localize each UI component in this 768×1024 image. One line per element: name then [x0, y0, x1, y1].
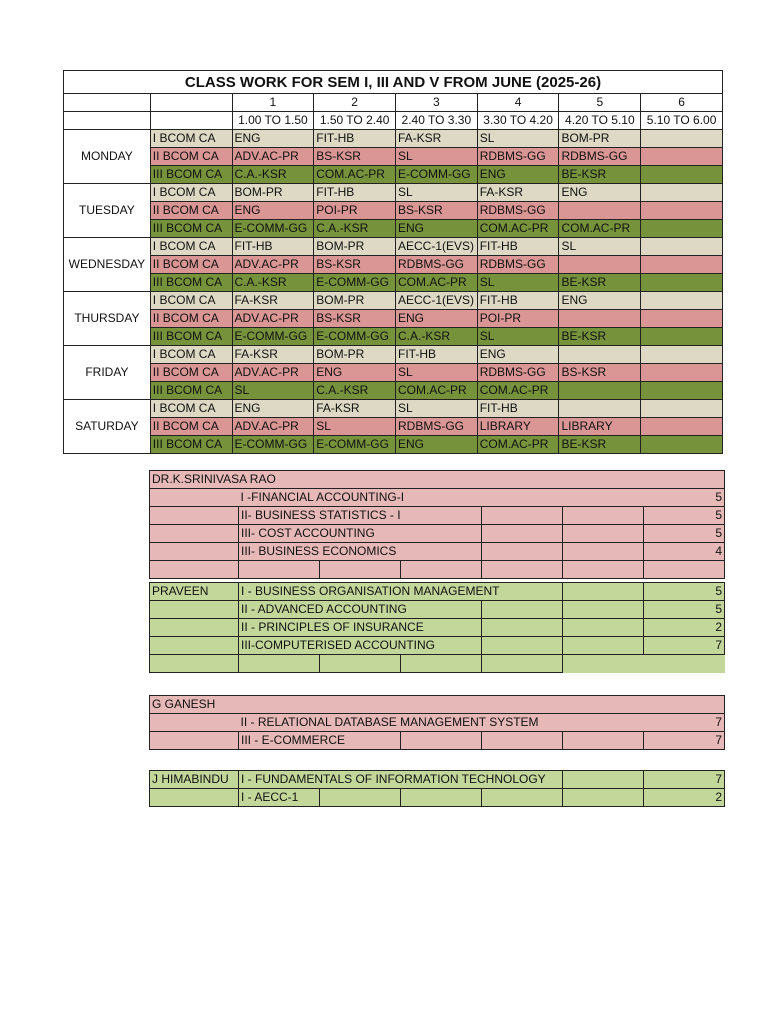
schedule-cell: ENG — [477, 166, 559, 184]
timetable-row — [64, 310, 723, 328]
subject-name: II - RELATIONAL DATABASE MANAGEMENT SYSTEM — [239, 714, 644, 732]
schedule-cell: FA-KSR — [395, 130, 477, 148]
schedule-cell: RDBMS-GG — [395, 418, 477, 436]
schedule-cell: BOM-PR — [232, 184, 314, 202]
subject-name: II - ADVANCED ACCOUNTING — [239, 601, 482, 619]
timetable-row — [64, 436, 723, 454]
schedule-cell: COM.AC-PR — [477, 220, 559, 238]
schedule-cell: ENG — [314, 364, 396, 382]
schedule-cell — [641, 310, 723, 328]
schedule-cell: BS-KSR — [314, 256, 396, 274]
period-number: 6 — [641, 94, 723, 112]
period-time: 5.10 TO 6.00 — [641, 112, 723, 130]
schedule-cell: BS-KSR — [314, 310, 396, 328]
subject-hours: 7 — [644, 637, 725, 655]
schedule-cell: FA-KSR — [232, 346, 314, 364]
page-title: CLASS WORK FOR SEM I, III AND V FROM JUNE (2025-26) — [64, 71, 723, 94]
subject-row — [150, 789, 725, 807]
staff-name: J HIMABINDU — [150, 771, 239, 789]
subject-hours: 5 — [644, 507, 725, 525]
schedule-cell: POI-PR — [477, 310, 559, 328]
schedule-cell: ENG — [559, 184, 641, 202]
schedule-cell — [641, 148, 723, 166]
schedule-cell: ENG — [395, 310, 477, 328]
timetable-row — [64, 130, 723, 148]
subject-row — [150, 601, 725, 619]
subject-name: III-COMPUTERISED ACCOUNTING — [239, 637, 482, 655]
timetable-row — [64, 274, 723, 292]
class-label: II BCOM CA — [150, 310, 232, 328]
subject-row — [150, 619, 725, 637]
schedule-cell: SL — [395, 148, 477, 166]
schedule-cell — [641, 184, 723, 202]
subject-row — [150, 714, 725, 732]
subject-name: III- COST ACCOUNTING — [239, 525, 482, 543]
schedule-cell: BOM-PR — [314, 292, 396, 310]
period-number: 1 — [232, 94, 314, 112]
schedule-cell: E-COMM-GG — [395, 166, 477, 184]
schedule-cell — [641, 256, 723, 274]
schedule-cell: SL — [232, 382, 314, 400]
schedule-cell — [641, 238, 723, 256]
subject-hours: 2 — [644, 789, 725, 807]
subject-name: I - AECC-1 — [239, 789, 320, 807]
subject-name: II - PRINCIPLES OF INSURANCE — [239, 619, 482, 637]
period-number: 5 — [559, 94, 641, 112]
schedule-cell: SL — [395, 184, 477, 202]
schedule-cell: COM.AC-PR — [314, 166, 396, 184]
class-label: III BCOM CA — [150, 166, 232, 184]
period-time: 1.50 TO 2.40 — [314, 112, 396, 130]
schedule-cell: ENG — [232, 400, 314, 418]
schedule-cell — [559, 202, 641, 220]
subject-hours: 5 — [644, 525, 725, 543]
timetable-row — [64, 328, 723, 346]
timetable — [63, 70, 723, 454]
schedule-cell: COM.AC-PR — [477, 436, 559, 454]
schedule-cell: BOM-PR — [314, 346, 396, 364]
schedule-cell: ENG — [559, 292, 641, 310]
schedule-cell: C.A.-KSR — [232, 274, 314, 292]
timetable-row — [64, 166, 723, 184]
day-label: FRIDAY — [64, 346, 151, 400]
schedule-cell: LIBRARY — [477, 418, 559, 436]
class-label: I BCOM CA — [150, 238, 232, 256]
class-label: III BCOM CA — [150, 382, 232, 400]
schedule-cell: SL — [314, 418, 396, 436]
period-number: 3 — [395, 94, 477, 112]
schedule-cell: COM.AC-PR — [395, 382, 477, 400]
class-label: II BCOM CA — [150, 256, 232, 274]
schedule-cell — [641, 274, 723, 292]
subject-row — [150, 583, 725, 601]
schedule-cell: BS-KSR — [395, 202, 477, 220]
schedule-cell: RDBMS-GG — [477, 364, 559, 382]
subject-row — [150, 771, 725, 789]
schedule-cell: FIT-HB — [477, 400, 559, 418]
subject-row — [150, 489, 725, 507]
schedule-cell: RDBMS-GG — [477, 148, 559, 166]
subject-row — [150, 507, 725, 525]
schedule-cell: E-COMM-GG — [232, 328, 314, 346]
schedule-cell: RDBMS-GG — [477, 202, 559, 220]
schedule-cell: SL — [395, 400, 477, 418]
staff-name: G GANESH — [150, 696, 725, 714]
subject-hours: 2 — [644, 619, 725, 637]
schedule-cell: RDBMS-GG — [395, 256, 477, 274]
schedule-cell — [641, 400, 723, 418]
class-label: III BCOM CA — [150, 436, 232, 454]
schedule-cell: AECC-1(EVS) — [395, 238, 477, 256]
schedule-cell: COM.AC-PR — [559, 220, 641, 238]
schedule-cell — [641, 166, 723, 184]
schedule-cell — [559, 256, 641, 274]
subject-hours: 4 — [644, 543, 725, 561]
time-row — [64, 112, 723, 130]
schedule-cell — [641, 418, 723, 436]
class-label: III BCOM CA — [150, 220, 232, 238]
schedule-cell — [559, 400, 641, 418]
schedule-cell: C.A.-KSR — [232, 166, 314, 184]
schedule-cell: COM.AC-PR — [395, 274, 477, 292]
class-label: I BCOM CA — [150, 346, 232, 364]
subject-row — [150, 525, 725, 543]
timetable-row — [64, 238, 723, 256]
staff-table-ganesh — [149, 695, 725, 750]
subject-hours: 7 — [644, 732, 725, 750]
period-time: 2.40 TO 3.30 — [395, 112, 477, 130]
schedule-cell: E-COMM-GG — [314, 274, 396, 292]
period-time: 3.30 TO 4.20 — [477, 112, 559, 130]
day-label: TUESDAY — [64, 184, 151, 238]
subject-name: II- BUSINESS STATISTICS - I — [239, 507, 482, 525]
schedule-cell — [559, 346, 641, 364]
schedule-cell: E-COMM-GG — [314, 436, 396, 454]
schedule-cell: BS-KSR — [559, 364, 641, 382]
schedule-cell — [641, 364, 723, 382]
subject-row — [150, 732, 725, 750]
schedule-cell: C.A.-KSR — [395, 328, 477, 346]
timetable-row — [64, 382, 723, 400]
schedule-cell: FIT-HB — [314, 130, 396, 148]
schedule-cell — [559, 382, 641, 400]
staff-table-ksr — [149, 470, 725, 579]
schedule-cell: ADV.AC-PR — [232, 148, 314, 166]
schedule-cell: FIT-HB — [477, 238, 559, 256]
schedule-cell: SL — [395, 364, 477, 382]
timetable-row — [64, 292, 723, 310]
staff-table-himabindu — [149, 770, 725, 807]
subject-hours: 7 — [644, 771, 725, 789]
class-label: II BCOM CA — [150, 202, 232, 220]
schedule-cell: BS-KSR — [314, 148, 396, 166]
schedule-cell — [641, 202, 723, 220]
class-label: II BCOM CA — [150, 418, 232, 436]
schedule-cell: AECC-1(EVS) — [395, 292, 477, 310]
staff-name: DR.K.SRINIVASA RAO — [150, 471, 725, 489]
period-row — [64, 94, 723, 112]
staff-name: PRAVEEN — [150, 583, 239, 601]
schedule-cell: FA-KSR — [314, 400, 396, 418]
day-label: MONDAY — [64, 130, 151, 184]
schedule-cell: ENG — [395, 436, 477, 454]
subject-name: III- BUSINESS ECONOMICS — [239, 543, 482, 561]
schedule-cell — [641, 346, 723, 364]
schedule-cell: ENG — [477, 346, 559, 364]
period-time: 4.20 TO 5.10 — [559, 112, 641, 130]
period-number: 4 — [477, 94, 559, 112]
schedule-cell: ADV.AC-PR — [232, 364, 314, 382]
timetable-row — [64, 364, 723, 382]
day-label: THURSDAY — [64, 292, 151, 346]
schedule-cell: ADV.AC-PR — [232, 310, 314, 328]
timetable-row — [64, 346, 723, 364]
schedule-cell: BOM-PR — [314, 238, 396, 256]
subject-hours: 7 — [644, 714, 725, 732]
schedule-cell: COM.AC-PR — [477, 382, 559, 400]
period-time: 1.00 TO 1.50 — [232, 112, 314, 130]
schedule-cell: RDBMS-GG — [477, 256, 559, 274]
schedule-cell: FIT-HB — [477, 292, 559, 310]
schedule-cell: SL — [559, 238, 641, 256]
subject-row — [150, 637, 725, 655]
schedule-cell: FIT-HB — [395, 346, 477, 364]
timetable-row — [64, 418, 723, 436]
timetable-row — [64, 256, 723, 274]
subject-name: III - E-COMMERCE — [239, 732, 401, 750]
subject-hours: 5 — [644, 601, 725, 619]
subject-name: I - BUSINESS ORGANISATION MANAGEMENT — [239, 583, 563, 601]
schedule-cell: POI-PR — [314, 202, 396, 220]
subject-hours: 5 — [644, 583, 725, 601]
period-number: 2 — [314, 94, 396, 112]
schedule-cell: ADV.AC-PR — [232, 256, 314, 274]
class-label: I BCOM CA — [150, 184, 232, 202]
class-label: I BCOM CA — [150, 130, 232, 148]
class-label: II BCOM CA — [150, 364, 232, 382]
schedule-cell: BE-KSR — [559, 274, 641, 292]
subject-hours: 5 — [644, 489, 725, 507]
schedule-cell: E-COMM-GG — [232, 220, 314, 238]
schedule-cell — [641, 382, 723, 400]
subject-name: I - FUNDAMENTALS OF INFORMATION TECHNOLOGY — [239, 771, 563, 789]
schedule-cell: SL — [477, 328, 559, 346]
class-label: III BCOM CA — [150, 328, 232, 346]
schedule-cell: BE-KSR — [559, 166, 641, 184]
day-label: WEDNESDAY — [64, 238, 151, 292]
schedule-cell: C.A.-KSR — [314, 382, 396, 400]
schedule-cell — [641, 328, 723, 346]
day-label: SATURDAY — [64, 400, 151, 454]
schedule-cell: ENG — [232, 202, 314, 220]
schedule-cell: C.A.-KSR — [314, 220, 396, 238]
class-label: I BCOM CA — [150, 292, 232, 310]
schedule-cell: SL — [477, 130, 559, 148]
timetable-row — [64, 148, 723, 166]
schedule-cell — [641, 436, 723, 454]
schedule-cell: FA-KSR — [232, 292, 314, 310]
schedule-cell: RDBMS-GG — [559, 148, 641, 166]
timetable-row — [64, 202, 723, 220]
schedule-cell: BE-KSR — [559, 328, 641, 346]
class-label: III BCOM CA — [150, 274, 232, 292]
schedule-cell — [641, 292, 723, 310]
schedule-cell: LIBRARY — [559, 418, 641, 436]
schedule-cell: BE-KSR — [559, 436, 641, 454]
timetable-row — [64, 184, 723, 202]
schedule-cell: ADV.AC-PR — [232, 418, 314, 436]
staff-table-praveen — [149, 582, 725, 673]
timetable-row — [64, 400, 723, 418]
subject-row — [150, 543, 725, 561]
schedule-cell: ENG — [232, 130, 314, 148]
schedule-cell: BOM-PR — [559, 130, 641, 148]
class-label: II BCOM CA — [150, 148, 232, 166]
schedule-cell: E-COMM-GG — [232, 436, 314, 454]
class-label: I BCOM CA — [150, 400, 232, 418]
schedule-cell — [641, 130, 723, 148]
schedule-cell: FIT-HB — [232, 238, 314, 256]
schedule-cell — [641, 220, 723, 238]
timetable-row — [64, 220, 723, 238]
schedule-cell — [559, 310, 641, 328]
schedule-cell: E-COMM-GG — [314, 328, 396, 346]
schedule-cell: FIT-HB — [314, 184, 396, 202]
schedule-cell: SL — [477, 274, 559, 292]
subject-name: I -FINANCIAL ACCOUNTING-I — [239, 489, 644, 507]
schedule-cell: ENG — [395, 220, 477, 238]
schedule-cell: FA-KSR — [477, 184, 559, 202]
